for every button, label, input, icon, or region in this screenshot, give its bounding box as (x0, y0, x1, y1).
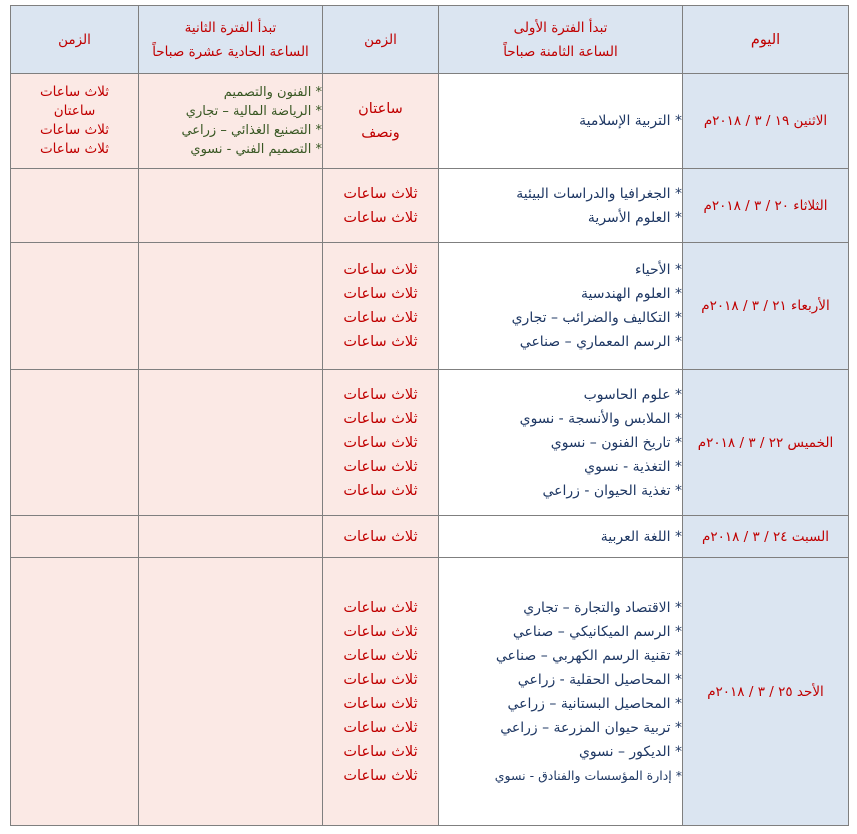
exam-schedule-table (10, 5, 849, 826)
subject-item: * الأحياء (634, 262, 682, 278)
header-period1: تبدأ الفترة الأولى الساعة الثامنة صباحاً (439, 6, 683, 74)
duration-item: ثلاث ساعات (343, 410, 418, 427)
schedule-row (11, 370, 849, 516)
period1-duration-cell (323, 558, 439, 826)
period2-duration-cell (11, 558, 139, 826)
duration-item: ثلاث ساعات (343, 185, 418, 202)
duration-item: ثلاث ساعات (343, 209, 418, 226)
subject-item: * اللغة العربية (600, 528, 682, 545)
subject-item: * الديكور – نسوي (578, 743, 682, 760)
period2-subjects-cell (139, 516, 323, 558)
subject-item: * العلوم الأسرية (587, 209, 682, 226)
schedule-row (11, 243, 849, 370)
period2-subjects-cell (139, 74, 323, 169)
period1-subjects-cell (439, 558, 683, 826)
duration-item: ثلاث ساعات (343, 482, 418, 499)
day-cell (683, 516, 849, 558)
duration-item: ثلاث ساعات (343, 743, 418, 760)
period2-duration-cell (11, 243, 139, 370)
duration-item: ساعتان (53, 103, 96, 119)
duration-item: ثلاث ساعات (343, 386, 418, 403)
duration-item: ثلاث ساعات (343, 262, 418, 278)
subject-item: * المحاصيل البستانية – زراعي (507, 695, 682, 712)
period1-duration-cell (323, 370, 439, 516)
day-label: الثلاثاء ٢٠ / ٣ / ٢٠١٨م (703, 197, 828, 214)
period1-duration-cell (323, 516, 439, 558)
duration-item: ثلاث ساعات (39, 122, 110, 138)
period2-duration-cell (11, 169, 139, 243)
subject-item: * الفنون والتصميم (223, 85, 322, 100)
day-label: الأحد ٢٥ / ٣ / ٢٠١٨م (707, 683, 824, 700)
duration-item: ثلاث ساعات (343, 458, 418, 475)
day-label: الأربعاء ٢١ / ٣ / ٢٠١٨م (701, 298, 830, 314)
subject-item: * التربية الإسلامية (579, 113, 682, 129)
duration-item: ونصف (361, 125, 400, 141)
duration-item: ثلاث ساعات (343, 310, 418, 326)
subject-item: * التصنيع الغذائي – زراعي (181, 123, 322, 138)
duration-item: ثلاث ساعات (343, 719, 418, 736)
subject-item: * الرياضة المالية – تجاري (185, 104, 322, 119)
duration-item: ثلاث ساعات (343, 695, 418, 712)
period1-duration-cell (323, 74, 439, 169)
period2-subjects-cell (139, 370, 323, 516)
schedule-row (11, 74, 849, 169)
schedule-row (11, 169, 849, 243)
duration-item: ثلاث ساعات (343, 647, 418, 664)
duration-item: ساعتان (358, 101, 403, 117)
duration-item: ثلاث ساعات (343, 334, 418, 350)
duration-item: ثلاث ساعات (343, 623, 418, 640)
duration-item: ثلاث ساعات (343, 286, 418, 302)
duration-item: ثلاث ساعات (343, 434, 418, 451)
schedule-row (11, 516, 849, 558)
duration-item: ثلاث ساعات (343, 528, 418, 545)
schedule-row (11, 558, 849, 826)
duration-item: ثلاث ساعات (343, 671, 418, 688)
duration-item: ثلاث ساعات (39, 141, 110, 157)
period2-duration-cell (11, 370, 139, 516)
subject-item: * الرسم المعماري – صناعي (519, 334, 682, 350)
subject-item: * تقنية الرسم الكهربي – صناعي (495, 647, 682, 664)
subject-item: * تاريخ الفنون – نسوي (550, 434, 682, 451)
subject-item: * التكاليف والضرائب – تجاري (511, 310, 682, 326)
period2-duration-cell (11, 516, 139, 558)
day-cell (683, 74, 849, 169)
day-label: الاثنين ١٩ / ٣ / ٢٠١٨م (703, 113, 828, 129)
day-label: الخميس ٢٢ / ٣ / ٢٠١٨م (697, 434, 834, 451)
subject-item: * العلوم الهندسية (581, 286, 682, 302)
day-label: السبت ٢٤ / ٣ / ٢٠١٨م (702, 528, 829, 545)
period1-subjects-cell (439, 169, 683, 243)
period2-subjects-cell (139, 243, 323, 370)
subject-item: * التغذية - نسوي (584, 458, 682, 475)
header-day: اليوم (683, 6, 849, 74)
period1-duration-cell (323, 243, 439, 370)
header-period2: تبدأ الفترة الثانية الساعة الحادية عشرة صباحاً (139, 6, 323, 74)
subject-item: * إدارة المؤسسات والفنادق - نسوي (494, 767, 682, 783)
subject-item: * تربية حيوان المزرعة – زراعي (500, 719, 682, 736)
duration-item: ثلاث ساعات (343, 599, 418, 616)
subject-item: * التصميم الفني - نسوي (190, 142, 322, 157)
period1-subjects-cell (439, 74, 683, 169)
period1-subjects-cell (439, 370, 683, 516)
period1-subjects-cell (439, 516, 683, 558)
header-duration1: الزمن (323, 6, 439, 74)
duration-item: ثلاث ساعات (39, 84, 110, 100)
day-cell (683, 370, 849, 516)
day-cell (683, 243, 849, 370)
period2-subjects-cell (139, 169, 323, 243)
subject-item: * علوم الحاسوب (583, 386, 682, 403)
period2-duration-cell (11, 74, 139, 169)
subject-item: * تغذية الحيوان - زراعي (542, 482, 682, 499)
period1-duration-cell (323, 169, 439, 243)
day-cell (683, 558, 849, 826)
duration-item: ثلاث ساعات (343, 767, 418, 784)
period2-subjects-cell (139, 558, 323, 826)
subject-item: * الجغرافيا والدراسات البيئية (516, 185, 682, 202)
subject-item: * الاقتصاد والتجارة – تجاري (523, 599, 682, 616)
header-duration2: الزمن (11, 6, 139, 74)
subject-item: * الرسم الميكانيكي – صناعي (512, 623, 682, 640)
period1-subjects-cell (439, 243, 683, 370)
subject-item: * المحاصيل الحقلية - زراعي (517, 671, 682, 688)
day-cell (683, 169, 849, 243)
subject-item: * الملابس والأنسجة - نسوي (519, 410, 682, 427)
header-row (11, 6, 849, 74)
